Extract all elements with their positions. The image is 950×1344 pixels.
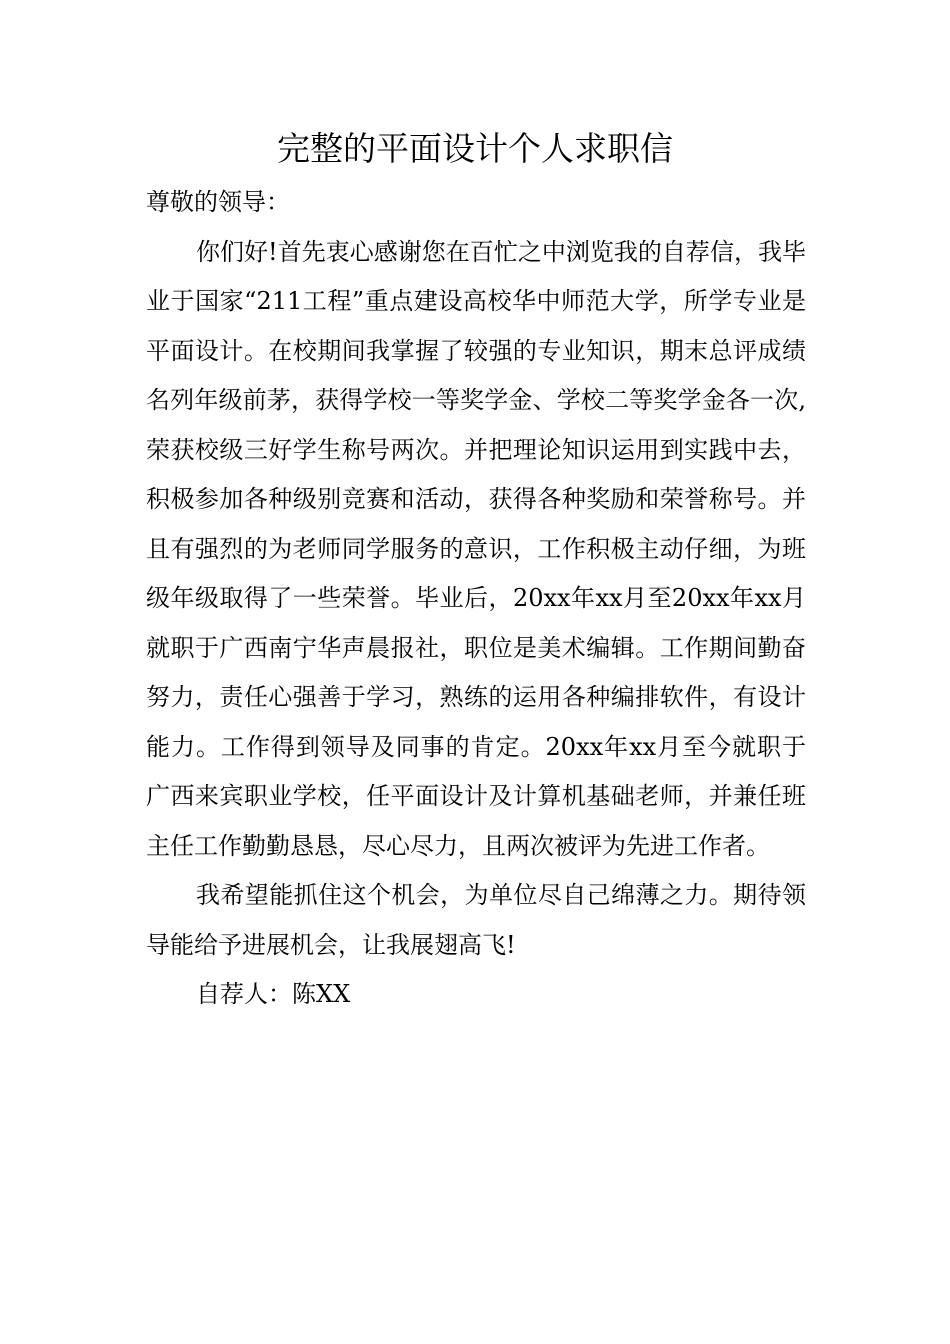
paragraph-closing: 我希望能抓住这个机会，为单位尽自己绵薄之力。期待领导能给予进展机会，让我展翅高飞!	[146, 881, 806, 959]
document-title: 完整的平面设计个人求职信	[277, 129, 673, 168]
paragraph-main: 你们好!首先衷心感谢您在百忙之中浏览我的自荐信，我毕业于国家“211工程”重点建设高校华中师范大学，所学专业是平面设计。在校期间我掌握了较强的专业知识，期末总评成绩名列年级前茅，获得学校一等奖学金、学校二等奖学金各一次,荣获校级三好学生称号两次。并把理论知识运用到实践中去，积极参加各种级别竞赛和活动，获得各种奖励和荣誉称号。并且有强烈的为老师同学服务的意识，工作积极主动仔细，为班级年级取得了一些荣誉。毕业后，20xx年xx月至20xx年xx月就职于广西南宁华声晨报社，职位是美术编辑。工作期间勤奋努力，责任心强善于学习，熟练的运用各种编排软件，有设计能力。工作得到领导及同事的肯定。20xx年xx月至今就职于广西来宾职业学校，任平面设计及计算机基础老师，并兼任班主任工作勤勤恳恳，尽心尽力，且两次被评为先进工作者。	[146, 237, 806, 860]
letter-body	[146, 178, 806, 1020]
salutation: 尊敬的领导：	[146, 188, 290, 216]
signature: 自荐人：陈XX	[196, 980, 351, 1008]
